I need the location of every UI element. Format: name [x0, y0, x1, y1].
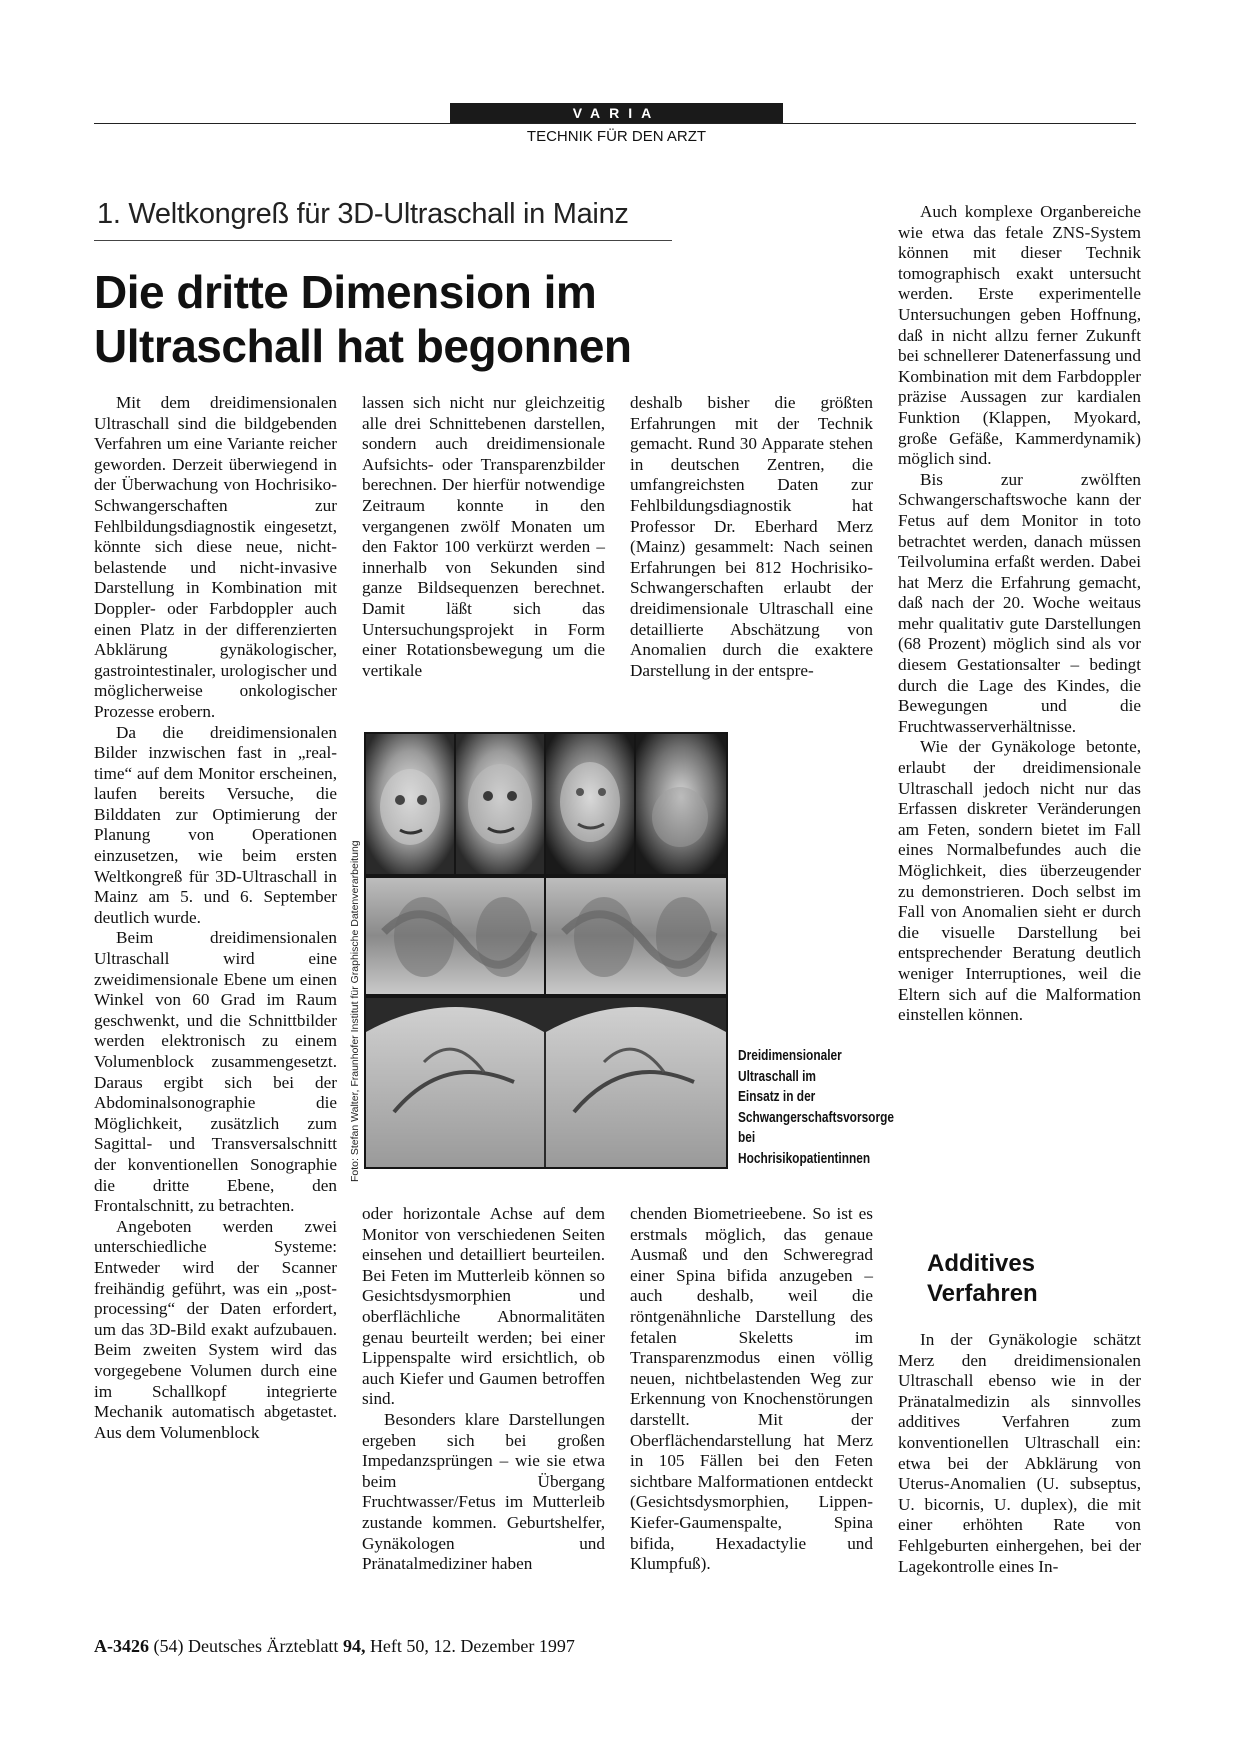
paragraph: lassen sich nicht nur gleichzeitig alle drei Schnittebenen darstellen, sondern auch dreidimensionale Aufsichts- oder Transparenzbilder berechnen. Der hierfür notwendige Zeitraum konnte in den vergangenen zwölf Monaten um den Faktor 100 verkürzt werden – innerhalb von Sekunden sind ganze Bildsequenzen berechnet. Damit läßt sich das Untersuchungsprojekt in Form einer Rotationsbewegung um die vertikale: [362, 393, 605, 680]
kicker-rule: [94, 240, 672, 241]
paragraph: Bis zur zwölften Schwangerschaftswoche kann der Fetus auf dem Monitor in toto betrachtet werden, danach müssen Teilvolumina erfaßt werden. Dabei hat Merz die Erfahrung gemacht, daß nach der 20. Woche weitaus mehr qualitativ gute Darstellungen (68 Prozent) möglich sind als vor diesem Gestationsalter – bedingt durch die Lage des Kindes, die Bewegungen und die Fruchtwasserverhältnisse.: [898, 469, 1141, 736]
column-4: [898, 202, 1141, 1026]
article-headline: [94, 265, 744, 373]
section-label: VARIA: [450, 103, 783, 123]
photo-credit: Foto: Stefan Walter, Fraunhofer Institut für Graphische Datenverarbeitung: [349, 840, 361, 1182]
column-3-bottom: [630, 1204, 873, 1575]
column-2-top: [362, 393, 605, 681]
paragraph: Wie der Gynäkologe betonte, erlaubt der dreidimensionale Ultraschall jedoch nicht nur das Erfassen diskreter Veränderungen am Feten, sondern bietet im Fall eines Normalbefundes auch die Möglichkeit, dies überzeugender zu demonstrieren. Doch selbst im Fall von Anomalien sieht er durch die visuelle Darstellung bei entsprechender Beratung deutlich weniger Interruptiones, weil die Eltern sich auf die Malformation einstellen können.: [898, 737, 1141, 1025]
column-2-bottom: [362, 1204, 605, 1575]
subhead-line-2: Verfahren: [927, 1280, 1038, 1307]
ultrasound-image: [364, 732, 728, 1169]
paragraph: Da die dreidimensionalen Bilder inzwischen fast in „real-time“ auf dem Monitor erscheinen, laufen bereits Versuche, die Bilddaten zur Optimierung der Planung von Operationen einzusetzen, wie beim ersten Weltkongreß für 3D-Ultraschall in Mainz am 5. und 6. September deutlich wurde.: [94, 722, 337, 927]
paragraph: Mit dem dreidimensionalen Ultraschall sind die bildgebenden Verfahren um eine Variante reicher geworden. Derzeit überwiegend in der Überwachung von Hochrisiko-Schwangerschaften zur Fehlbildungsdiagnostik eingesetzt, könnte sich diese neue, nicht-belastende und nicht-invasive Darstellung in Kombination mit Doppler- oder Farbdoppler auch einen Platz in der differenzierten Abklärung gynäkologischer, gastrointestinaler, urologischer und möglicherweise onkologischer Prozesse erobern.: [94, 393, 337, 721]
paragraph: deshalb bisher die größten Erfahrungen mit der Technik gemacht. Rund 30 Apparate stehen in deutschen Zentren, die umfangreichsten Daten zur Fehlbildungsdiagnostik hat Professor Dr. Eberhard Merz (Mainz) gesammelt: Nach seinen Erfahrungen bei 812 Hochrisiko-Schwangerschaften erlaubt der dreidimensionale Ultraschall eine detaillierte Abschätzung von Anomalien durch die exaktere Darstellung in der entspre-: [630, 393, 873, 680]
column-1: [94, 393, 337, 1443]
paragraph: Beim dreidimensionalen Ultraschall wird eine zweidimensionale Ebene um einen Winkel von 60 Grad im Raum geschwenkt, und die Schnittbilder werden elektronisch zu einem Volumenblock zusammengesetzt. Daraus ergibt sich bei der Abdominalsonographie die Möglichkeit, zusätzlich zum Sagittal- und Transversalschnitt der konventionellen Sonographie die dritte Ebene, den Frontalschnitt, zu betrachten.: [94, 928, 337, 1216]
headline-line-2: Ultraschall hat begonnen: [94, 320, 632, 372]
journal-issue: (54) Deutsches Ärzteblatt: [153, 1636, 339, 1656]
paragraph: In der Gynäkologie schätzt Merz den dreidimensionalen Ultraschall ebenso wie in der Pränatalmedizin als sinnvolles additives Verfahren zum konventionellen Ultraschall ein: etwa bei der Abklärung von Uterus-Anomalien (U. subseptus, U. bicornis, U. duplex), die mit einer erhöhten Rate von Fehlgeburten einhergehen, bei der Lagekontrolle eines In-: [898, 1330, 1141, 1576]
paragraph: chenden Biometrieebene. So ist es erstmals möglich, das genaue Ausmaß und den Schweregrad einer Spina bifida anzugeben – auch deshalb, weil die röntgenähnliche Darstellung des fetalen Skeletts im Transparenzmodus einen völlig neuen, nichtbelastenden Weg zur Erkennung von Knochenstörungen darstellt. Mit der Oberflächendarstellung hat Merz in 105 Fällen bei den Feten sichtbare Malformationen entdeckt (Gesichtsdysmorphien, Lippen-Kiefer-Gaumenspalte, Spina bifida, Hexadactylie und Klumpfuß).: [630, 1204, 873, 1574]
journal-volume: 94,: [342, 1636, 366, 1656]
article-kicker: 1. Weltkongreß für 3D-Ultraschall in Mainz: [97, 198, 629, 230]
paragraph: oder horizontale Achse auf dem Monitor von verschiedenen Seiten einsehen und detailliert beurteilen. Bei Feten im Mutterleib können so Gesichtsdysmorphien und oberflächliche Abnormalitäten genau beurteilt werden; bei einer Lippenspalte wird ersichtlich, ob auch Kiefer und Gaumen betroffen sind.: [362, 1204, 605, 1409]
paragraph: Angeboten werden zwei unterschiedliche Systeme: Entweder wird der Scanner freihändig geführt, was ein „post-processing“ der Daten erfordert, um das 3D-Bild exakt aufzubauen. Beim zweiten System wird das vorgegebene Volumen durch eine im Schallkopf integrierte Mechanik automatisch abgetastet. Aus dem Volumenblock: [94, 1216, 337, 1442]
paragraph: Auch komplexe Organbereiche wie etwa das fetale ZNS-System können mit dieser Technik tomographisch exakt untersucht werden. Erste experimentelle Untersuchungen geben Hoffnung, daß in nicht allzu ferner Zukunft bei schnellerer Datenerfassung und Kombination mit dem Farbdoppler präzise Aussagen zur kardialen Funktion (Klappen, Myokard, große Gefäße, Kammerdynamik) möglich sind.: [898, 202, 1141, 469]
header-rule: [94, 123, 1136, 124]
column-3-top: [630, 393, 873, 681]
section-subhead: [927, 1249, 1038, 1309]
column-4-bottom: [898, 1330, 1141, 1577]
subhead-line-1: Additives: [927, 1250, 1036, 1277]
ultrasound-figure: [364, 732, 728, 1169]
page-footer: [94, 1636, 575, 1657]
figure-caption: Dreidimensionaler Ultraschall im Einsatz in der Schwangerschaftsvorsorge bei Hochrisikopatientinnen: [738, 1048, 894, 1167]
issue-date: Heft 50, 12. Dezember 1997: [369, 1636, 575, 1656]
page-number: A-3426: [94, 1636, 149, 1656]
paragraph: Besonders klare Darstellungen ergeben sich bei großen Impedanzsprüngen – wie sie etwa beim Übergang Fruchtwasser/Fetus im Mutterleib zustande kommen. Geburtshelfer, Gynäkologen und Pränatalmediziner haben: [362, 1409, 605, 1574]
subsection-label: TECHNIK FÜR DEN ARZT: [526, 128, 707, 145]
headline-line-1: Die dritte Dimension im: [94, 266, 597, 318]
